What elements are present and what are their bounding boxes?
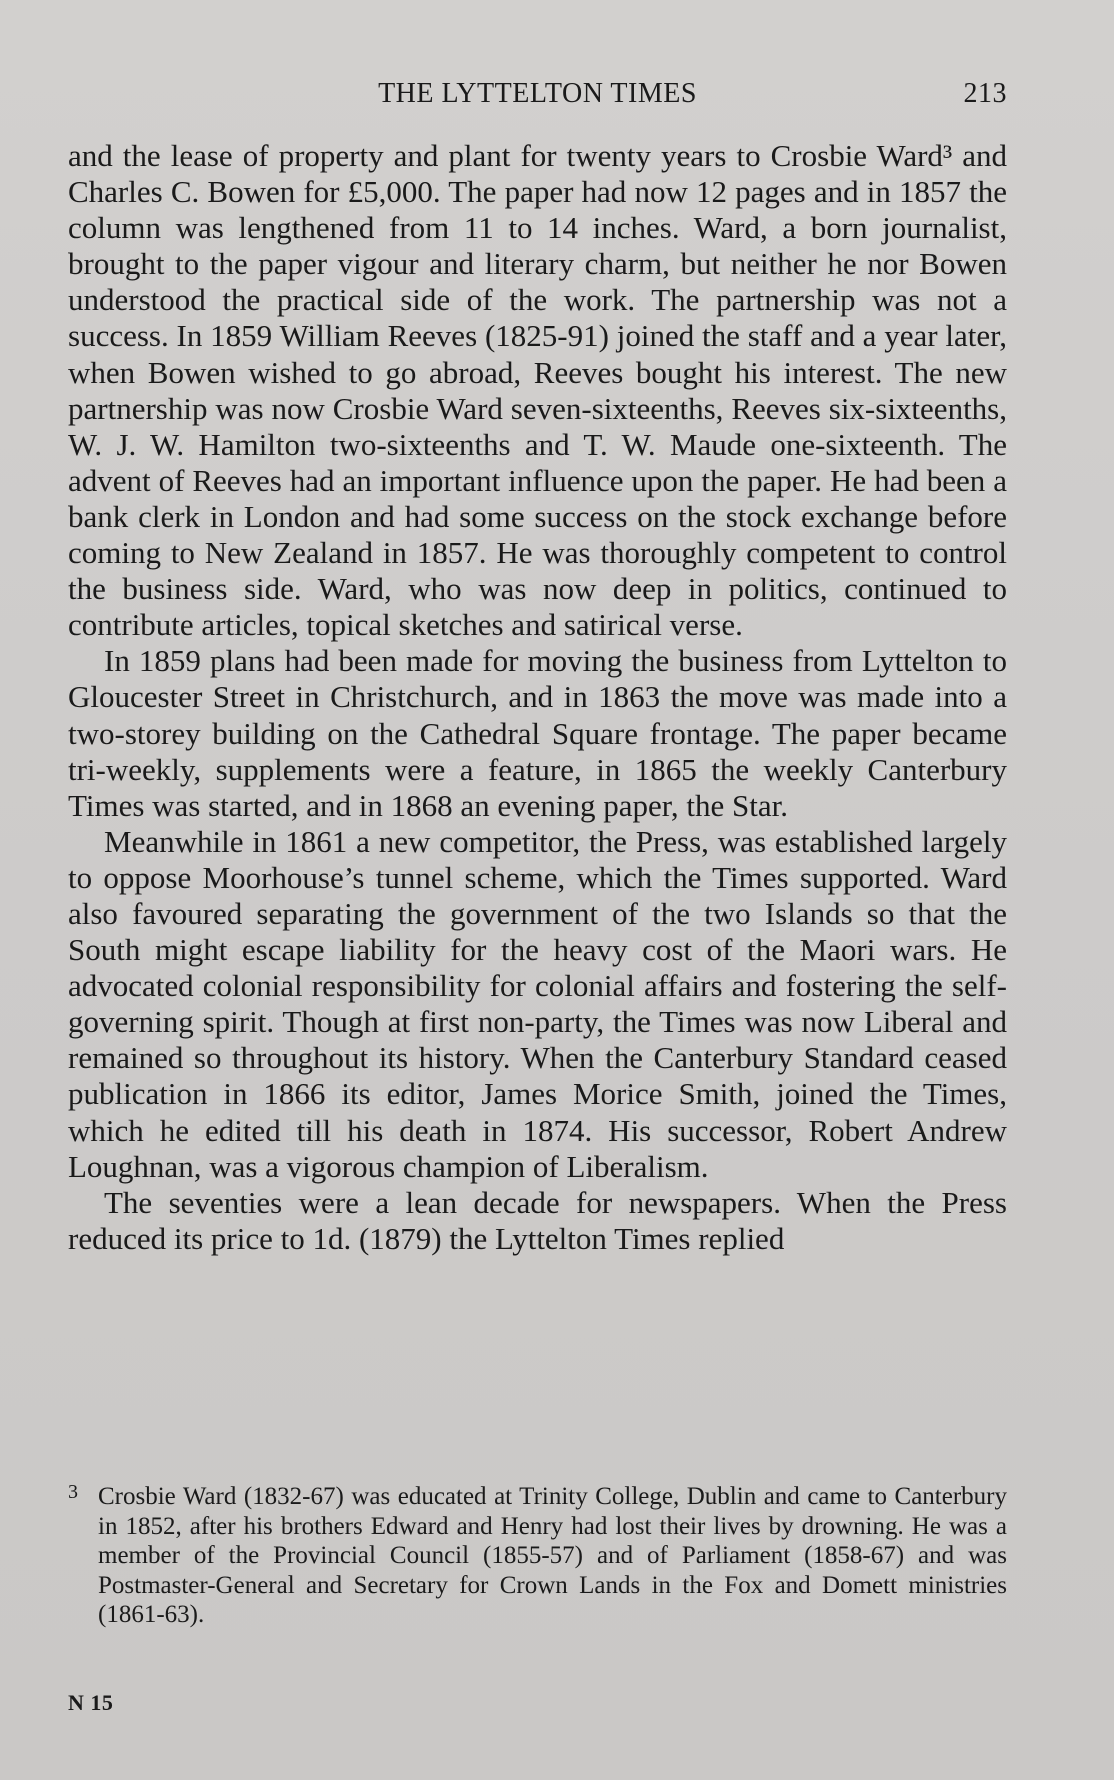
signature-mark: N 15 [68, 1690, 114, 1715]
footnote-marker: 3 [68, 1481, 78, 1503]
paragraph-2: In 1859 plans had been made for moving the business from Lyttelton to Gloucester Street in Christchurch, and in 1863 the move was made into a two-storey building on the Cathedral Square frontage. The paper became tri-weekly, supplements were a feature, in 1865 the weekly Canterbury Times was started, and in 1868 an evening paper, the Star. [68, 643, 1007, 823]
body-text [68, 138, 1007, 1257]
paragraph-4: The seventies were a lean decade for newspapers. When the Press reduced its price to 1d. (1879) the Lyttelton Times replied [68, 1184, 1007, 1256]
paragraph-1: and the lease of property and plant for twenty years to Crosbie Ward³ and Charles C. Bowen for £5,000. The paper had now 12 pages and in 1857 the column was lengthened from 11 to 14 inches. Ward, a born journalist, brought to the paper vigour and literary charm, but neither he nor Bowen understood the practical side of the work. The partnership was not a success. In 1859 William Reeves (1825-91) joined the staff and a year later, when Bowen wished to go abroad, Reeves bought his interest. The new partnership was now Crosbie Ward seven-sixteenths, Reeves six-sixteenths, W. J. W. Hamilton two-sixteenths and T. W. Maude one-sixteenth. The advent of Reeves had an important influence upon the paper. He had been a bank clerk in London and had some success on the stock exchange before coming to New Zealand in 1857. He was thoroughly competent to control the business side. Ward, who was now deep in politics, continued to contribute articles, topical sketches and satirical verse. [68, 138, 1007, 643]
running-title: THE LYTTELTON TIMES [378, 78, 697, 109]
paragraph-3: Meanwhile in 1861 a new competitor, the Press, was established largely to oppose Moorhouse’s tunnel scheme, which the Times supported. Ward also favoured separating the government of the two Islands so that the South might escape liability for the heavy cost of the Maori wars. He advocated colonial responsibility for colonial affairs and fostering the self-governing spirit. Though at first non-party, the Times was now Liberal and remained so throughout its history. When the Canterbury Standard ceased publication in 1866 its editor, James Morice Smith, joined the Times, which he edited till his death in 1874. His successor, Robert Andrew Loughnan, was a vigorous champion of Liberalism. [68, 823, 1007, 1184]
footnote [68, 1482, 1007, 1630]
running-head [68, 74, 1007, 118]
footnote-text: Crosbie Ward (1832-67) was educated at Trinity College, Dublin and came to Canterbury in 1852, after his brothers Edward and Henry had lost their lives by drowning. He was a member of the Provincial Council (1855-57) and of Parliament (1858-67) and was Postmaster-General and Secretary for Crown Lands in the Fox and Domett ministries (1861-63). [98, 1483, 1007, 1628]
page-number: 213 [963, 78, 1007, 109]
